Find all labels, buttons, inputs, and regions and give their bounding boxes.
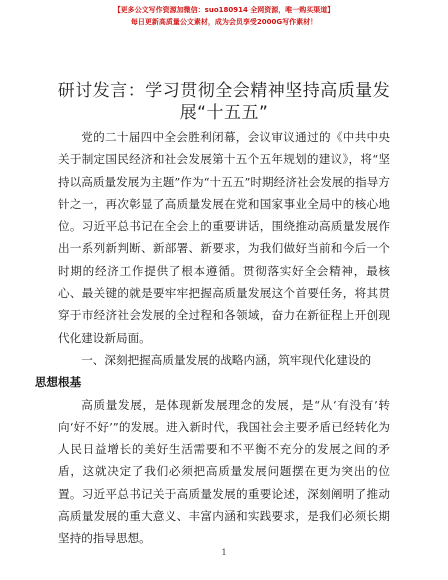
paragraph-section-1: 高质量发展，是体现新发展理念的发展，是“从‘有没有’转向‘好不好’”的发展。进入新时代，我国社会主要矛盾已经转化为人民日益增长的美好生活需要和不平衡不充分的发展之间的矛盾，这就决定了我们必须把高质量发展问题摆在更为突出的位置。习近平总书记关于高质量发展的重要论述，深刻阐明了推动高质量发展的重大意义、丰富内涵和实践要求，是我们必须长期坚持的指导思想。	[58, 397, 390, 546]
document-title: 研讨发言：学习贯彻全会精神坚持高质量发展“十五五”	[57, 81, 391, 123]
promo-banner-line2: 每日更新高质量公文素材，成为会员享受2000G写作素材！	[130, 18, 318, 26]
paragraph-intro: 党的二十届四中全会胜利闭幕，会议审议通过的《中共中央关于制定国民经济和社会发展第十五个五年规划的建议》，将“坚持以高质量发展为主题”作为“十五五”时期经济社会发展的指导方针之一，再次彰显了高质量发展在党和国家事业全局中的核心地位。习近平总书记在全会上的重要讲话，围绕推动高质量发展作出一系列新判断、新部署、新要求，为我们做好当前和今后一个时期的经济工作提供了根本遵循。贯彻落实好全会精神，最核心、最关键的就是要牢牢把握高质量发展这个首要任务，将其贯穿于市经济社会发展的全过程和各领域，奋力在新征程上开创现代化建设新局面。	[58, 130, 390, 345]
section-heading-lead: 一、深刻把握高质量发展的战略内涵，筑牢现代化建设的	[81, 352, 372, 367]
page-number: 1	[221, 548, 227, 557]
section-heading-1	[34, 349, 390, 394]
document-body	[34, 126, 390, 550]
promo-banner-line1: 【更多公文写作资源加微信：suo180914 全网资源，唯一购买渠道】	[113, 6, 335, 14]
promo-banner	[0, 4, 448, 28]
section-heading-bold: 思想根基	[34, 375, 82, 390]
